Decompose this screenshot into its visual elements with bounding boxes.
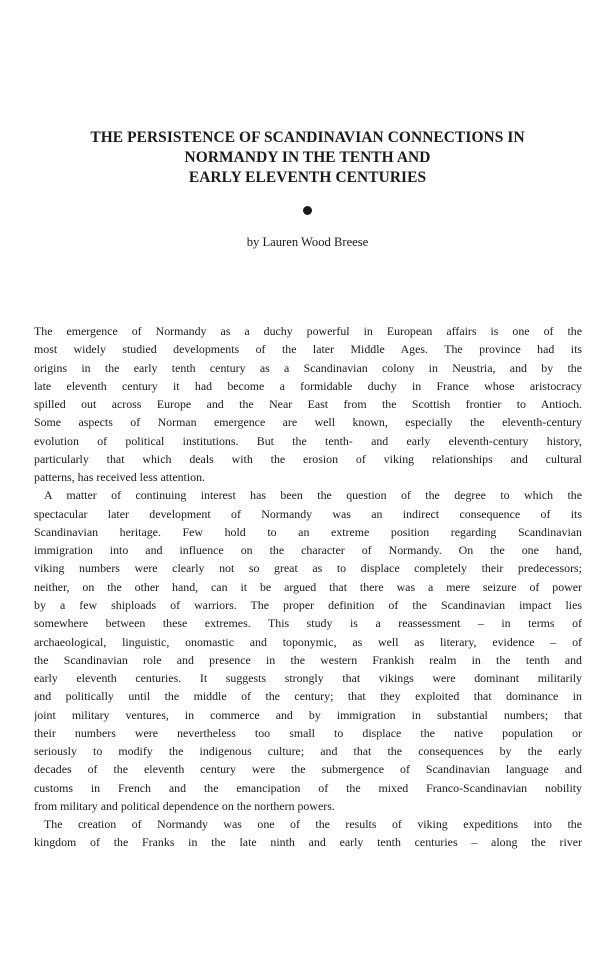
paragraph-1	[34, 322, 582, 486]
body-line: somewhere between these extremes. This study is a reassessment – in terms of	[34, 616, 582, 631]
body-line: their numbers were nevertheless too small to displace the native population or	[34, 725, 582, 740]
paragraph-3	[34, 815, 582, 852]
body-line: decades of the eleventh century were the submergence of Scandinavian language and	[34, 762, 582, 777]
title-line-1: THE PERSISTENCE OF SCANDINAVIAN CONNECTIONS IN	[90, 129, 525, 146]
body-line: origins in the early tenth century as a Scandinavian colony in Neustria, and by the	[34, 360, 582, 375]
body-line: most widely studied developments of the later Middle Ages. The province had its	[34, 342, 582, 357]
body-line: the Scandinavian role and presence in the western Frankish realm in the tenth and	[34, 652, 582, 667]
body-line: patterns, has received less attention.	[34, 470, 206, 485]
body-line: seriously to modify the indigenous culture; and that the consequences by the early	[34, 744, 582, 759]
body-line: early eleventh centuries. It suggests strongly that vikings were dominant militarily	[34, 671, 582, 686]
body-line: late eleventh century it had become a formidable duchy in France whose aristocracy	[34, 378, 582, 393]
body-line: neither, on the other hand, can it be argued that there was a mere seizure of power	[34, 579, 582, 594]
body-line: evolution of political institutions. But the tenth- and early eleventh-century history,	[34, 433, 582, 448]
body-line: A matter of continuing interest has been the question of the degree to which the	[44, 488, 582, 503]
body-line: spectacular later development of Normandy was an indirect consequence of its	[34, 506, 582, 521]
author-byline: by Lauren Wood Breese	[246, 235, 369, 249]
body-line: from military and political dependence on the northern powers.	[34, 798, 335, 813]
body-line: customs in French and the emancipation of the mixed Franco-Scandinavian nobility	[34, 780, 582, 795]
body-line: viking numbers were clearly not so great as to displace completely their predecessors;	[34, 561, 582, 576]
body-line: The creation of Normandy was one of the results of viking expeditions into the	[44, 817, 582, 832]
body-line: spilled out across Europe and the Near East from the Scottish frontier to Antioch.	[34, 397, 582, 412]
title-line-3: EARLY ELEVENTH CENTURIES	[188, 169, 427, 186]
body-line: Some aspects of Norman emergence are well known, especially the eleventh-century	[34, 415, 582, 430]
body-line: joint military ventures, in commerce and by immigration in substantial numbers; that	[34, 707, 582, 722]
body-line: immigration into and influence on the character of Normandy. On the one hand,	[34, 543, 582, 558]
title-line-2: NORMANDY IN THE TENTH AND	[184, 149, 431, 166]
body-line: kingdom of the Franks in the late ninth and early tenth centuries – along the river	[34, 835, 582, 850]
body-line: particularly that which deals with the erosion of viking relationships and cultural	[34, 451, 582, 466]
section-bullet	[303, 206, 312, 215]
body-line: The emergence of Normandy as a duchy powerful in European affairs is one of the	[34, 324, 582, 338]
body-line: archaeological, linguistic, onomastic and toponymic, as well as literary, evidence – of	[34, 634, 582, 649]
article-body	[34, 322, 582, 852]
article-title	[40, 128, 575, 188]
body-line: by a few shiploads of warriors. The proper definition of the Scandinavian impact lies	[34, 597, 582, 612]
body-line: Scandinavian heritage. Few hold to an extreme position regarding Scandinavian	[34, 524, 582, 539]
paragraph-2	[34, 486, 582, 815]
body-line: and politically until the middle of the century; that they exploited that dominance in	[34, 689, 582, 704]
